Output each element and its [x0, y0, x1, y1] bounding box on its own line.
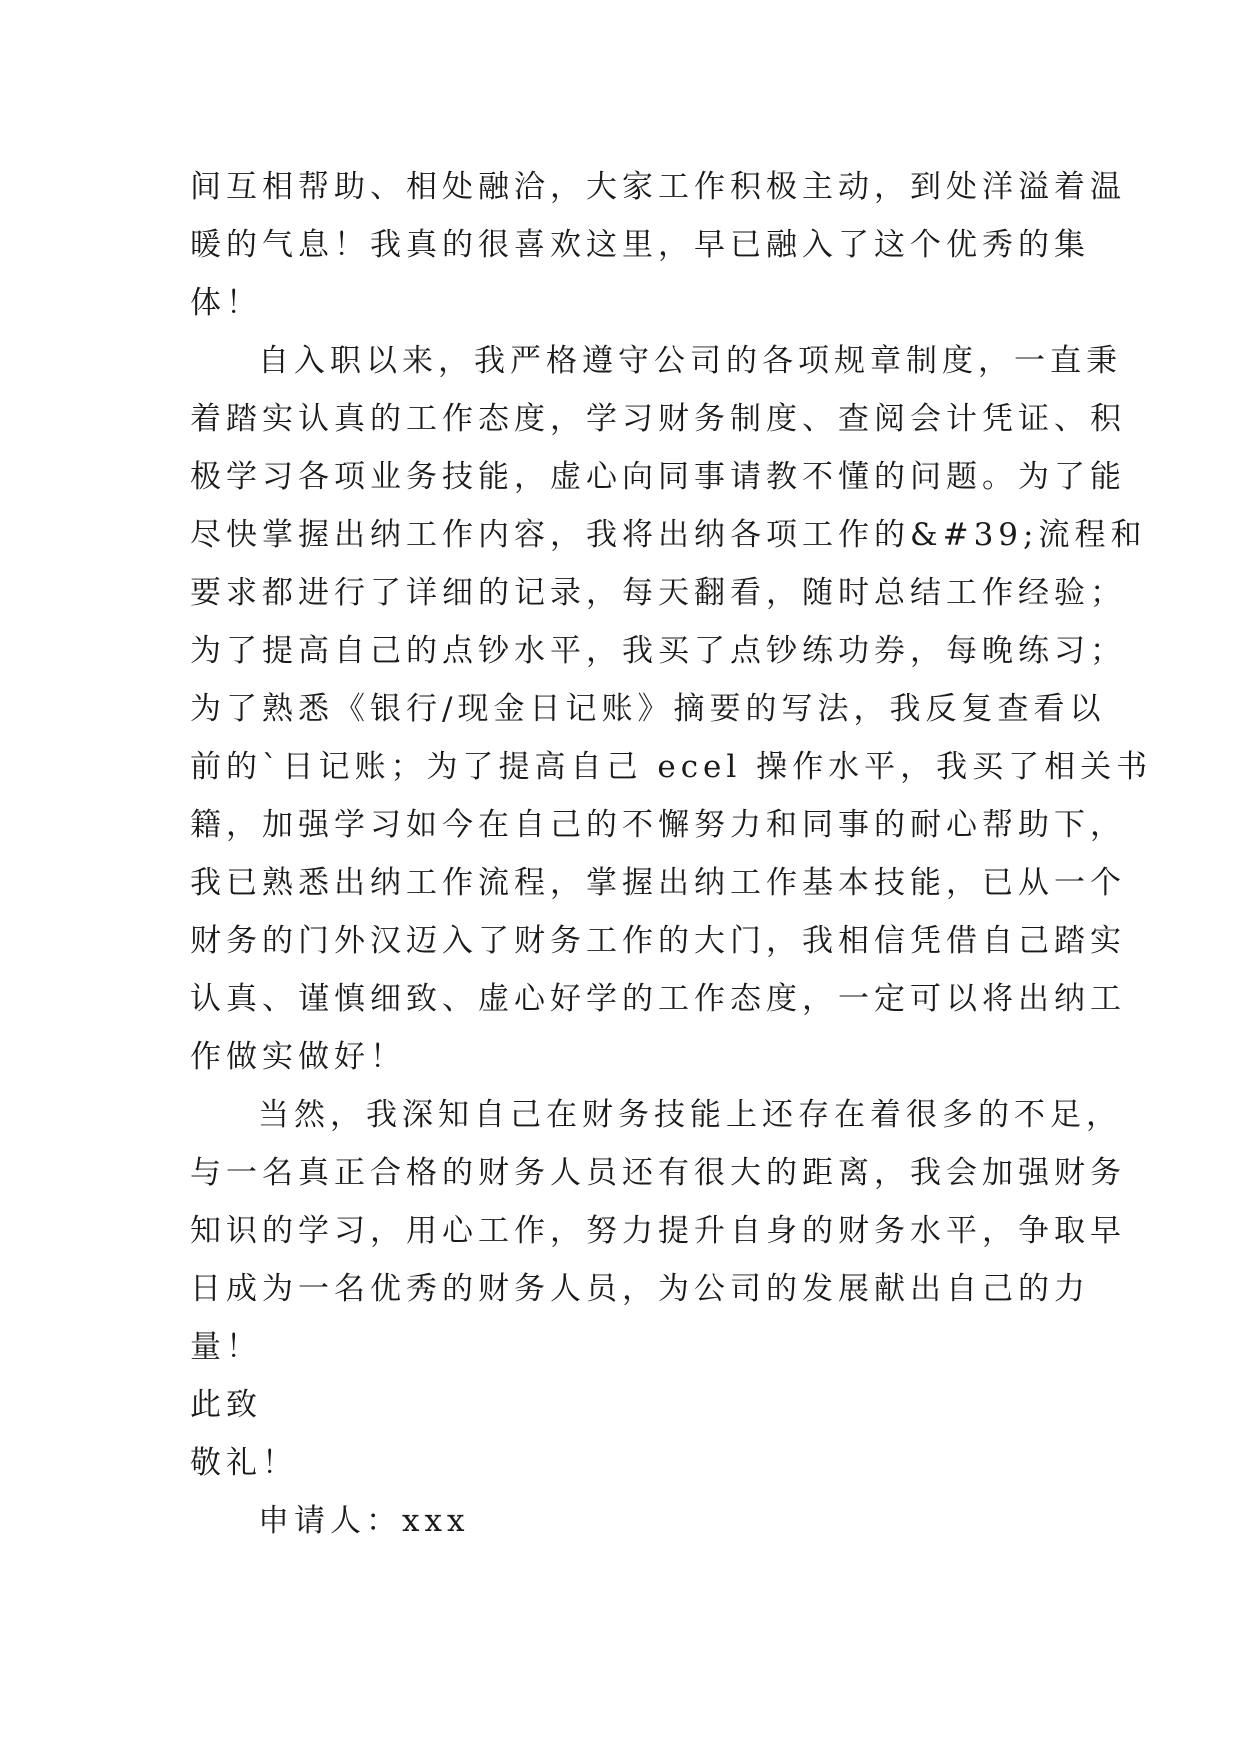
text-line: 着踏实认真的工作态度，学习财务制度、查阅会计凭证、积	[190, 401, 1126, 437]
text-line: 极学习各项业务技能，虚心向同事请教不懂的问题。为了能	[190, 459, 1126, 495]
text-line: 暖的气息！我真的很喜欢这里，早已融入了这个优秀的集	[190, 227, 1090, 263]
paragraph-start-line: 自入职以来，我严格遵守公司的各项规章制度，一直秉	[258, 343, 1122, 379]
text-line: 体！	[190, 285, 262, 321]
closing-salutation: 此致	[190, 1387, 262, 1423]
paragraph-start-line: 当然，我深知自己在财务技能上还存在着很多的不足，	[258, 1097, 1122, 1133]
applicant-signature: 申请人：xxx	[258, 1503, 470, 1539]
text-line: 财务的门外汉迈入了财务工作的大门，我相信凭借自己踏实	[190, 923, 1126, 959]
text-line: 籍，加强学习如今在自己的不懈努力和同事的耐心帮助下，	[190, 807, 1126, 843]
text-line: 为了熟悉《银行/现金日记账》摘要的写法，我反复查看以	[190, 691, 1106, 727]
text-line: 与一名真正合格的财务人员还有很大的距离，我会加强财务	[190, 1155, 1126, 1191]
text-line: 认真、谨慎细致、虚心好学的工作态度，一定可以将出纳工	[190, 981, 1126, 1017]
text-line: 尽快掌握出纳工作内容，我将出纳各项工作的&#39;流程和	[190, 517, 1147, 553]
text-line: 量！	[190, 1329, 262, 1365]
text-line: 间互相帮助、相处融洽，大家工作积极主动，到处洋溢着温	[190, 169, 1126, 205]
closing-regards: 敬礼！	[190, 1445, 298, 1481]
text-line: 要求都进行了详细的记录，每天翻看，随时总结工作经验；	[190, 575, 1126, 611]
text-line: 前的`日记账；为了提高自己 ecel 操作水平，我买了相关书	[190, 749, 1153, 785]
text-line: 我已熟悉出纳工作流程，掌握出纳工作基本技能，已从一个	[190, 865, 1126, 901]
text-line: 作做实做好！	[190, 1039, 406, 1075]
text-line: 知识的学习，用心工作，努力提升自身的财务水平，争取早	[190, 1213, 1126, 1249]
letter-body	[190, 158, 1153, 1550]
text-line: 为了提高自己的点钞水平，我买了点钞练功券，每晚练习；	[190, 633, 1126, 669]
text-line: 日成为一名优秀的财务人员，为公司的发展献出自己的力	[190, 1271, 1090, 1307]
